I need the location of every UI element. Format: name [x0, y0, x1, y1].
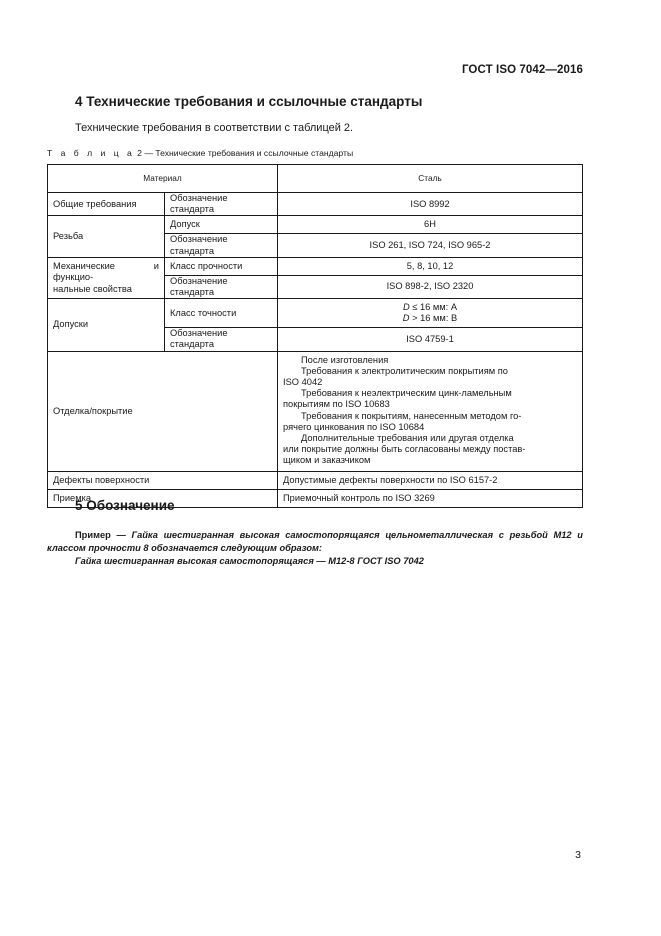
section-5-title: 5 Обозначение: [75, 498, 175, 513]
row-label-acceptance: Приемка: [48, 489, 278, 507]
table-caption: [47, 148, 353, 158]
row-label-thread: Резьба: [48, 216, 165, 257]
table-caption-label: Т а б л и ц а: [47, 148, 135, 158]
table-row: [48, 299, 583, 328]
finish-line: Дополнительные требования или другая отделка: [301, 433, 514, 444]
row-label-mechanical-line1: Механические и функцио-: [53, 261, 159, 283]
example-lead: Пример —: [75, 530, 126, 540]
value-defects: Допустимые дефекты поверхности по ISO 6157-2: [278, 471, 583, 489]
accuracy-value-2: > 16 мм: B: [409, 313, 458, 324]
value-mech-std: ISO 898-2, ISO 2320: [278, 275, 583, 298]
finish-line: или покрытие должны быть согласованы между постав-: [283, 444, 526, 455]
value-accuracy-class: [278, 299, 583, 328]
table-row: [48, 351, 583, 471]
table-header-row: [48, 165, 583, 193]
row-label-mechanical-line2: нальные свойства: [53, 283, 132, 294]
accuracy-value-1: ≤ 16 мм: A: [409, 302, 458, 313]
value-acceptance: Приемочный контроль по ISO 3269: [278, 489, 583, 507]
table-row: [48, 471, 583, 489]
requirements-table: [47, 164, 583, 508]
finish-line: щиком и заказчиком: [283, 455, 371, 466]
sublabel-thread-std: Обозначение стандарта: [165, 234, 278, 257]
sublabel-mech-class: Класс прочности: [165, 257, 278, 275]
section-4-title: 4 Технические требования и ссылочные стандарты: [75, 94, 423, 109]
value-general-std: ISO 8992: [278, 193, 583, 216]
row-label-mechanical: [48, 257, 165, 298]
row-label-finish: Отделка/покрытие: [48, 351, 278, 471]
value-tolerances-std: ISO 4759-1: [278, 328, 583, 351]
finish-line: Требования к неэлектрическим цинк-ламельным: [301, 388, 512, 399]
standard-code-header: ГОСТ ISO 7042—2016: [461, 64, 583, 76]
row-label-tolerances: Допуски: [48, 299, 165, 351]
value-finish: [278, 351, 583, 471]
table-caption-text: 2 — Технические требования и ссылочные стандарты: [134, 148, 354, 158]
row-label-defects: Дефекты поверхности: [48, 471, 278, 489]
value-thread-tolerance: 6H: [278, 216, 583, 234]
designation-example: [47, 529, 583, 567]
finish-line: Требования к покрытиям, нанесенным методом го-: [301, 410, 522, 421]
finish-line: Требования к электролитическим покрытиям по: [301, 365, 508, 376]
example-text: Гайка шестигранная высокая самостопорящаяся цельнометаллическая с резьбой М12 и классом прочности 8 обозначается следующим образом:: [47, 530, 583, 553]
page-number: 3: [575, 849, 581, 861]
header-steel: Сталь: [278, 165, 583, 193]
row-label-general: Общие требования: [48, 193, 165, 216]
finish-line: покрытиям по ISO 10683: [283, 399, 390, 410]
table-row: [48, 257, 583, 275]
header-material: Материал: [48, 165, 278, 193]
accuracy-symbol-2: D: [402, 313, 410, 324]
finish-line: рячего цинкования по ISO 10684: [283, 421, 425, 432]
sublabel-general-std: Обозначение стандарта: [165, 193, 278, 216]
finish-line: После изготовления: [301, 354, 389, 365]
sublabel-accuracy-class: Класс точности: [165, 299, 278, 328]
finish-line: ISO 4042: [283, 377, 323, 388]
example-designation: Гайка шестигранная высокая самостопорящаяся — М12-8 ГОСТ ISO 7042: [75, 555, 424, 566]
value-mech-class: 5, 8, 10, 12: [278, 257, 583, 275]
sublabel-tolerances-std: Обозначение стандарта: [165, 328, 278, 351]
table-row: [48, 216, 583, 234]
sublabel-mech-std: Обозначение стандарта: [165, 275, 278, 298]
section-4-intro: Технические требования в соответствии с таблицей 2.: [75, 122, 354, 134]
value-thread-std: ISO 261, ISO 724, ISO 965-2: [278, 234, 583, 257]
accuracy-symbol-1: D: [402, 302, 410, 313]
table-row: [48, 193, 583, 216]
sublabel-thread-tolerance: Допуск: [165, 216, 278, 234]
